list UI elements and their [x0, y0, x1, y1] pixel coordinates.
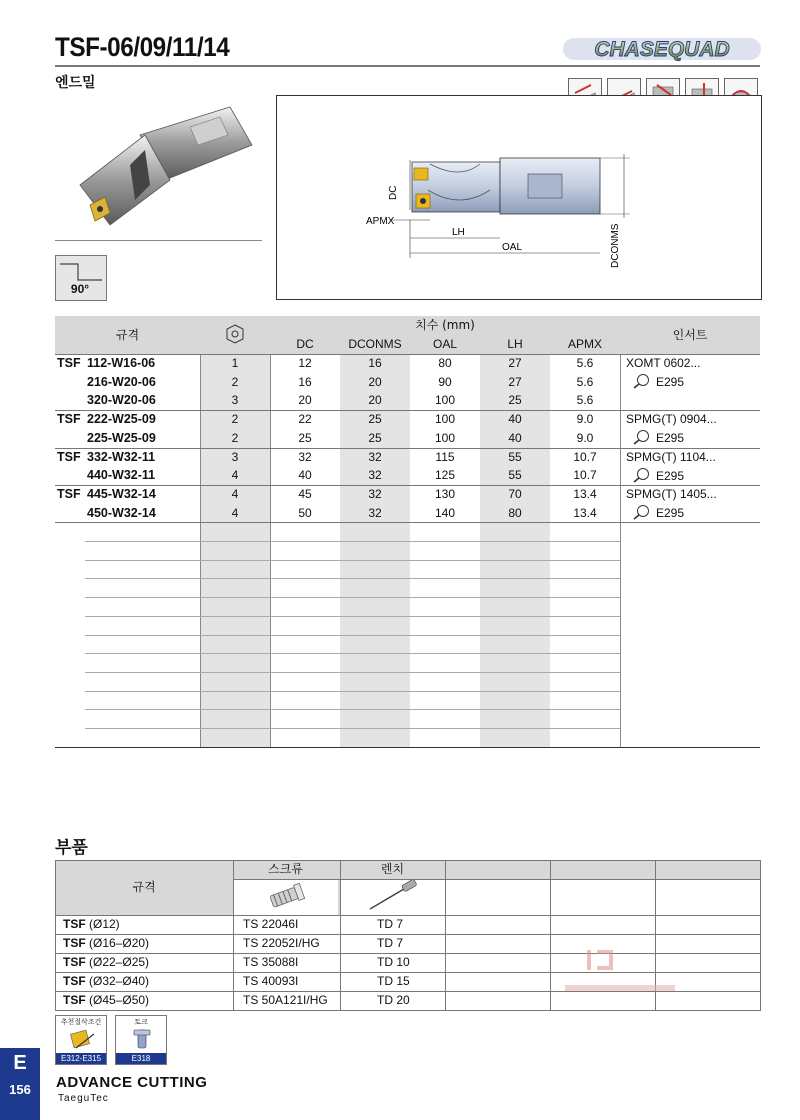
row-divider	[85, 541, 620, 542]
dc-cell: 22	[298, 412, 312, 427]
insert-name: XOMT 0602...	[626, 356, 701, 370]
column-header-apmx: APMX	[567, 337, 602, 351]
row-divider	[85, 691, 620, 692]
screw-cell: TS 22046I	[243, 917, 299, 931]
oal-cell: 80	[438, 356, 452, 370]
model-cell	[57, 448, 197, 467]
dconms-cell: 16	[368, 356, 382, 370]
dconms-cell: 20	[368, 374, 382, 389]
model-code: 320-W20-06	[87, 393, 156, 408]
magnifier-icon	[632, 504, 652, 520]
row-divider	[85, 560, 620, 561]
lead-angle-label: 90°	[70, 282, 90, 296]
model-prefix: TSF	[57, 412, 81, 427]
screw-cell: TS 40093I	[243, 974, 299, 988]
edges-cell: 3	[231, 449, 239, 464]
model-cell	[57, 429, 197, 448]
lh-cell: 55	[508, 449, 522, 464]
parts-row-line	[55, 1010, 761, 1011]
magnifier-icon	[632, 373, 652, 389]
brand-logo-text: CHASEQUAD	[594, 38, 730, 61]
parts-model-prefix: TSF	[63, 917, 86, 931]
screw-icon	[233, 879, 338, 915]
model-cell	[57, 466, 197, 485]
row-divider	[85, 672, 620, 673]
dc-cell: 45	[298, 486, 312, 501]
edges-cell: 2	[231, 374, 239, 389]
model-code: 216-W20-06	[87, 374, 156, 389]
page-title: TSF-06/09/11/14	[55, 32, 230, 62]
dc-cell: 32	[298, 449, 312, 464]
parts-model-cell	[63, 953, 233, 972]
wrench-cell: TD 10	[377, 955, 410, 969]
model-cell	[57, 373, 197, 392]
parts-col-line	[233, 860, 234, 1010]
model-code: 445-W32-14	[87, 486, 156, 501]
lh-cell: 40	[508, 412, 522, 427]
oal-cell: 140	[434, 505, 456, 520]
screw-cell: TS 35088I	[243, 955, 299, 969]
row-divider	[85, 578, 620, 579]
parts-model-cell	[63, 972, 233, 991]
insert-page-ref[interactable]: E295	[656, 431, 685, 446]
parts-title: 부품	[55, 838, 88, 858]
lh-cell: 27	[508, 374, 522, 389]
torque-page: E318	[116, 1053, 166, 1064]
dconms-cell: 32	[368, 468, 382, 483]
edges-cell: 2	[231, 430, 239, 445]
dimension-column-headers	[270, 335, 620, 354]
screw-cell: TS 22052I/HG	[243, 936, 320, 950]
parts-model-range: (Ø45–Ø50)	[85, 993, 150, 1007]
parts-row-line	[55, 934, 761, 935]
row-divider	[85, 709, 620, 710]
model-cell	[57, 410, 197, 429]
parts-model-range: (Ø16–Ø20)	[85, 936, 150, 950]
parts-model-cell	[63, 934, 233, 953]
lh-cell: 55	[508, 468, 522, 483]
magnifier-icon	[632, 467, 652, 483]
insert-page-ref[interactable]: E295	[656, 468, 685, 483]
technical-drawing	[360, 150, 680, 280]
oal-label: OAL	[502, 242, 523, 253]
cutting-conditions-label: 추천절삭조건	[60, 1018, 102, 1026]
oal-cell: 115	[435, 449, 455, 464]
dimensions-header: 치수 (mm)	[415, 318, 475, 332]
edges-cell: 2	[231, 412, 239, 427]
edges-cell: 4	[231, 468, 239, 483]
wrench-header: 렌치	[380, 862, 405, 876]
parts-model-prefix: TSF	[63, 993, 86, 1007]
lh-cell: 80	[508, 505, 522, 520]
screw-cell: TS 50A121I/HG	[243, 993, 328, 1007]
model-code: 222-W25-09	[87, 412, 156, 427]
model-code: 112-W16-06	[87, 356, 156, 370]
parts-model-prefix: TSF	[63, 955, 86, 969]
dconms-cell: 20	[368, 393, 382, 408]
row-divider	[85, 728, 620, 729]
model-code: 450-W32-14	[87, 505, 156, 520]
parts-col-line	[760, 860, 761, 1010]
cutting-conditions-icon	[68, 1028, 96, 1052]
insert-edges-icon	[200, 316, 270, 354]
parts-model-prefix: TSF	[63, 974, 86, 988]
apmx-cell: 9.0	[576, 412, 594, 427]
apmx-cell: 10.7	[573, 468, 597, 483]
dconms-cell: 25	[368, 430, 382, 445]
dc-cell: 16	[298, 374, 312, 389]
model-code: 225-W25-09	[87, 430, 156, 445]
insert-name: SPMG(T) 1405...	[626, 486, 717, 501]
wrench-cell: TD 15	[377, 974, 410, 988]
footer-brand: ADVANCE CUTTING	[56, 1074, 208, 1091]
row-divider	[85, 597, 620, 598]
column-header-dconms: DCONMS	[348, 337, 402, 351]
insert-name: SPMG(T) 0904...	[626, 412, 717, 427]
dconms-cell: 25	[368, 412, 382, 427]
model-code: 332-W32-11	[87, 449, 156, 464]
oal-cell: 125	[434, 468, 456, 483]
torque-label: 토크	[134, 1018, 148, 1026]
reference-icons	[55, 1015, 175, 1070]
model-header: 규격	[115, 328, 140, 342]
photo-divider	[55, 240, 262, 241]
oal-cell: 100	[434, 412, 456, 427]
empty-header-cell	[550, 879, 655, 915]
dconms-cell: 32	[368, 486, 382, 501]
edges-cell: 4	[231, 505, 239, 520]
lh-cell: 27	[508, 356, 522, 370]
apmx-cell: 13.4	[573, 486, 597, 501]
magnifier-icon	[632, 429, 652, 445]
model-prefix: TSF	[57, 486, 81, 501]
lh-label: LH	[452, 227, 465, 238]
section-letter: E	[13, 1052, 27, 1074]
parts-model-prefix: TSF	[63, 936, 86, 950]
row-divider	[85, 635, 620, 636]
row-divider	[85, 653, 620, 654]
oal-cell: 100	[434, 393, 456, 408]
parts-col-line	[445, 860, 446, 1010]
wrench-cell: TD 7	[377, 936, 404, 950]
cutting-conditions-page: E312-E315	[56, 1053, 106, 1064]
edges-cell: 1	[231, 356, 239, 370]
column-header-lh: LH	[507, 337, 523, 351]
lh-cell: 40	[508, 430, 522, 445]
parts-model-range: (Ø32–Ø40)	[85, 974, 150, 988]
brand-logo	[563, 36, 761, 62]
screw-header: 스크류	[268, 862, 303, 876]
wrench-icon	[340, 879, 445, 915]
dconms-cell: 32	[368, 505, 382, 520]
dc-cell: 50	[298, 505, 312, 520]
dconms-cell: 32	[368, 449, 382, 464]
apmx-cell: 5.6	[576, 374, 594, 389]
page-subtitle: 엔드밀	[55, 75, 96, 91]
parts-model-cell	[63, 991, 233, 1010]
column-header-dc: DC	[296, 337, 314, 351]
cutting-conditions-ref[interactable]	[55, 1015, 107, 1065]
apmx-cell: 5.6	[576, 393, 594, 408]
model-cell	[57, 485, 197, 504]
parts-col-line	[55, 860, 56, 1010]
watermark-logo	[565, 946, 675, 1006]
wrench-cell: TD 20	[377, 993, 410, 1007]
insert-header: 인서트	[672, 328, 708, 342]
dc-label: DC	[388, 185, 399, 200]
parts-model-range: (Ø22–Ø25)	[85, 955, 150, 969]
apmx-cell: 9.0	[576, 430, 594, 445]
torque-ref[interactable]	[115, 1015, 167, 1065]
parts-row-line	[55, 860, 761, 861]
model-cell	[57, 504, 197, 523]
edges-cell: 4	[231, 486, 239, 501]
apmx-cell: 10.7	[573, 449, 597, 464]
apmx-cell: 5.6	[576, 356, 594, 370]
page-number: 156	[9, 1082, 31, 1097]
insert-page-ref[interactable]: E295	[656, 505, 685, 520]
oal-cell: 130	[434, 486, 456, 501]
oal-cell: 90	[438, 374, 452, 389]
dimensions-table	[55, 316, 760, 747]
row-divider	[85, 616, 620, 617]
model-prefix: TSF	[57, 449, 81, 464]
model-cell	[57, 354, 197, 373]
parts-row-line	[55, 915, 761, 916]
insert-column	[620, 354, 760, 747]
column-header-oal: OAL	[432, 337, 457, 351]
insert-page-ref[interactable]: E295	[656, 375, 685, 389]
title-divider	[55, 65, 760, 67]
parts-model-range: (Ø12)	[85, 917, 120, 931]
dconms-label: DCONMS	[610, 223, 621, 268]
model-code: 440-W32-11	[87, 468, 156, 483]
parts-model-cell	[63, 915, 233, 934]
insert-name: SPMG(T) 1104...	[626, 449, 716, 464]
dc-cell: 25	[298, 430, 312, 445]
lh-cell: 70	[508, 486, 522, 501]
empty-header-cell	[655, 879, 760, 915]
dc-cell: 12	[298, 356, 312, 370]
edges-cell: 3	[231, 393, 239, 408]
parts-col-line	[340, 860, 341, 1010]
empty-header-cell	[445, 879, 550, 915]
lh-cell: 25	[508, 393, 522, 408]
model-prefix: TSF	[57, 356, 81, 370]
apmx-cell: 13.4	[573, 505, 597, 520]
oal-cell: 100	[434, 430, 456, 445]
dc-cell: 40	[298, 468, 312, 483]
product-photo	[70, 105, 260, 235]
torque-icon	[128, 1028, 156, 1052]
footer-company: TaeguTec	[58, 1093, 109, 1104]
parts-col-line	[550, 860, 551, 1010]
apmx-label: APMX	[366, 216, 395, 227]
parts-row-line	[233, 879, 760, 880]
wrench-cell: TD 7	[377, 917, 404, 931]
dc-cell: 20	[298, 393, 312, 408]
model-cell	[57, 391, 197, 410]
parts-model-header: 규격	[132, 880, 156, 894]
